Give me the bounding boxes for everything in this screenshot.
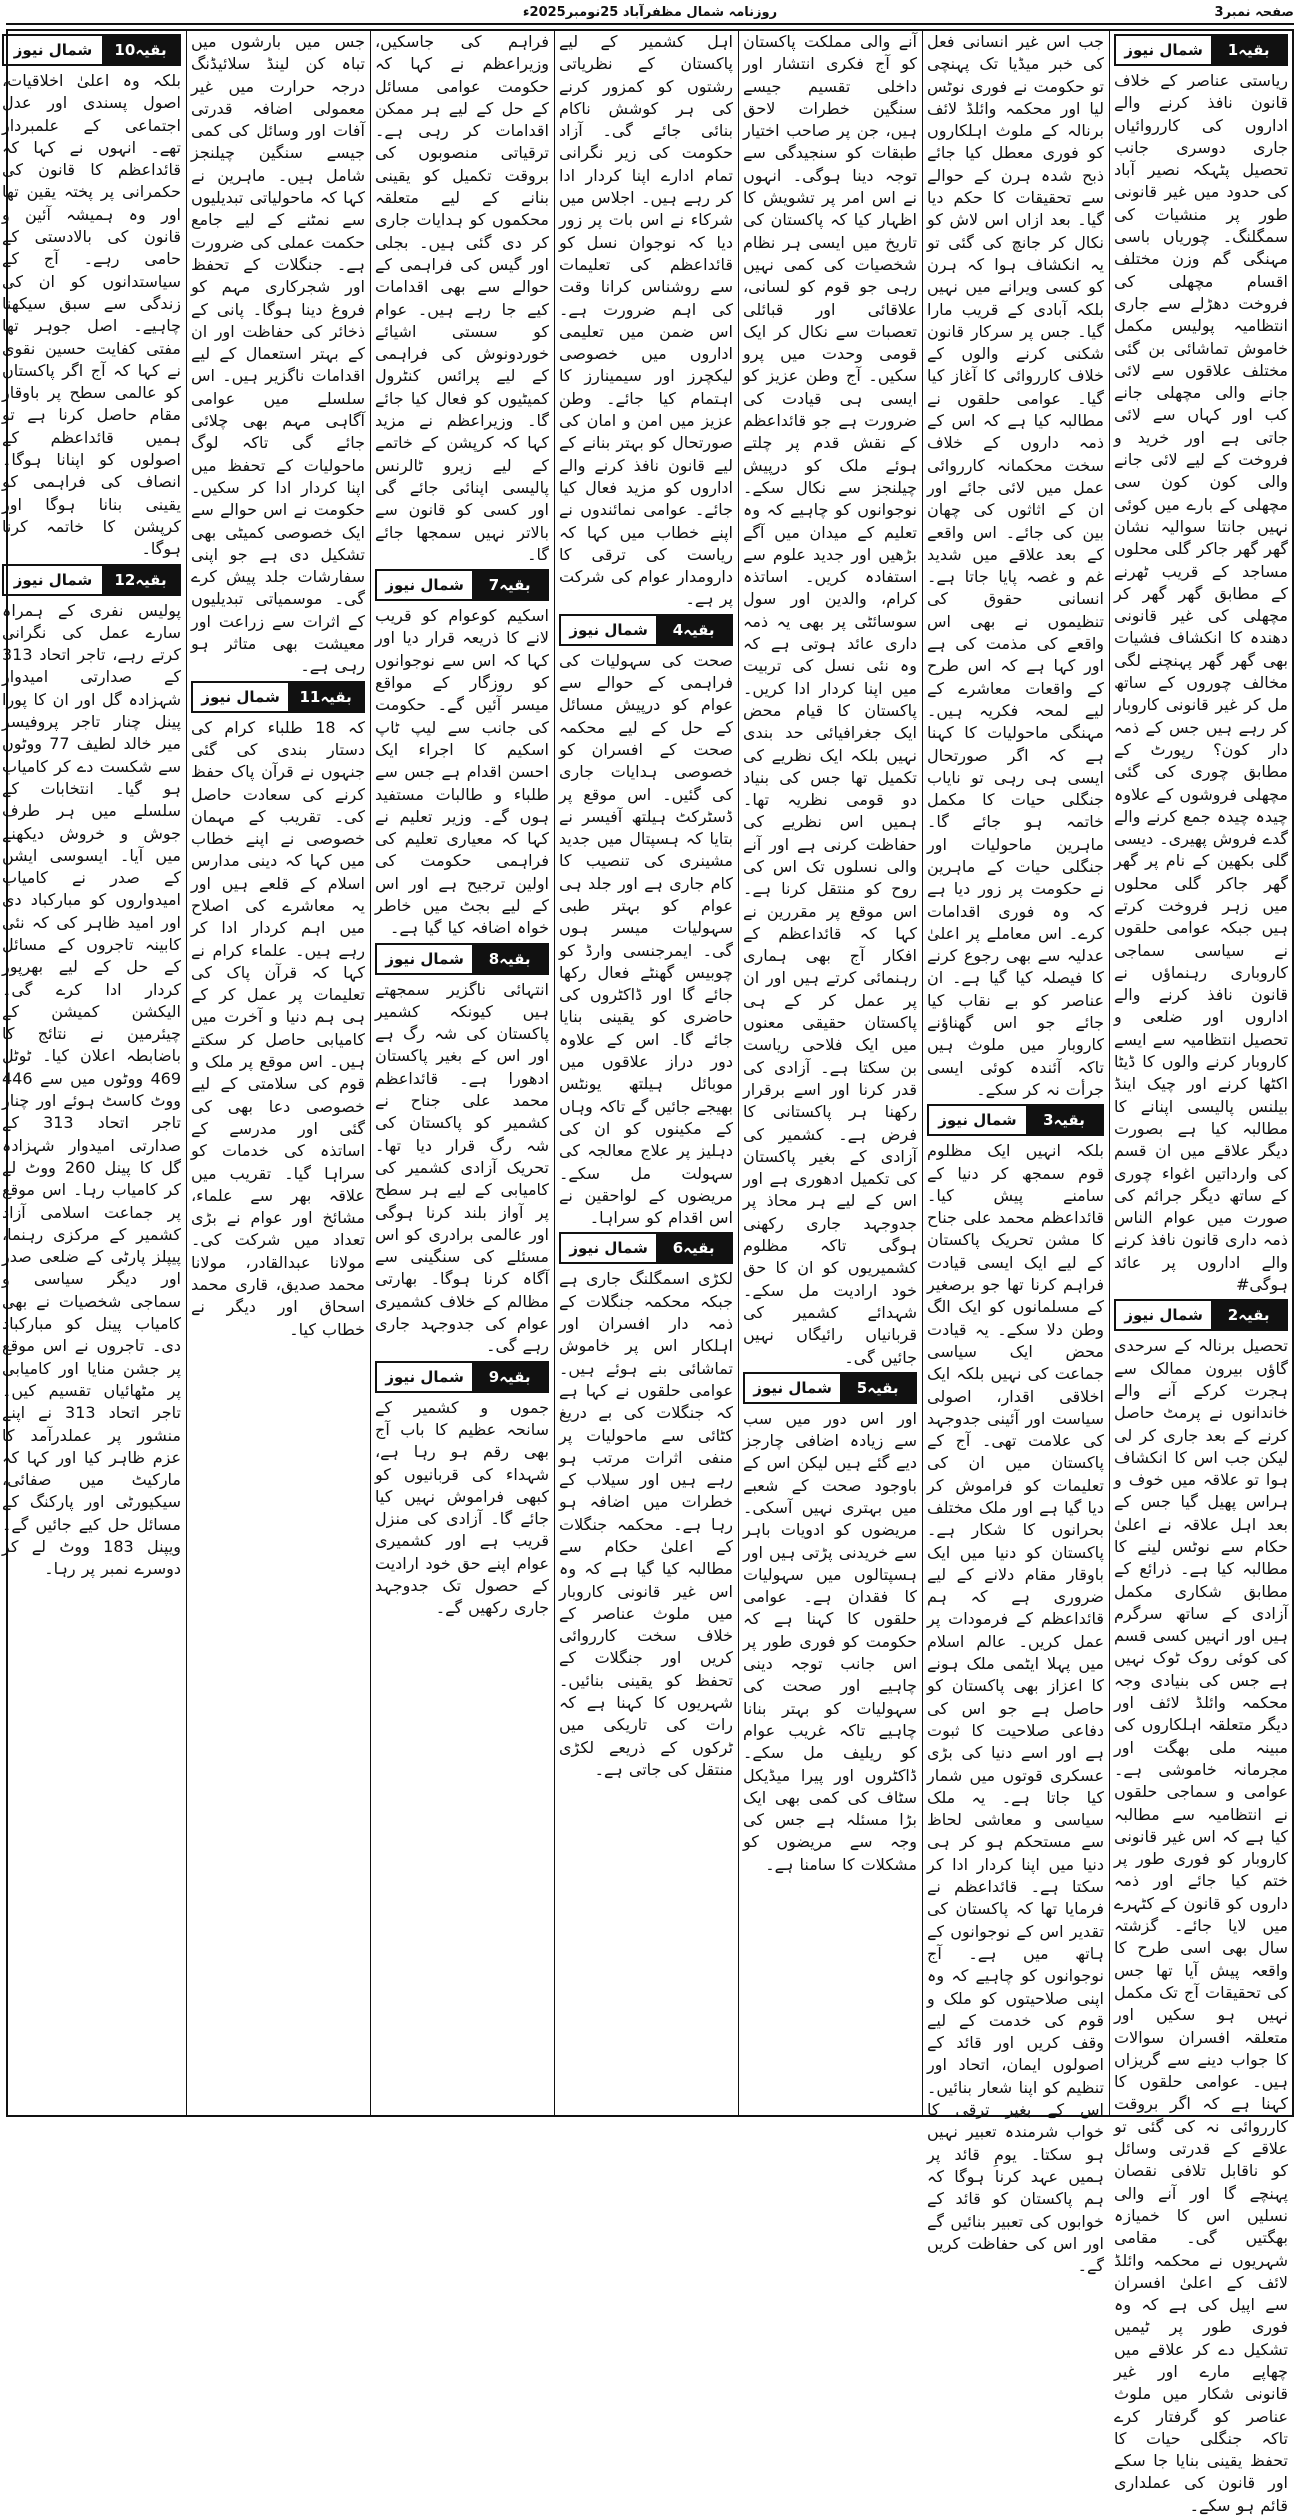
article-text: انتہائی ناگزیر سمجھتے ہیں کیونکہ کشمیر پاکستان کی شہ رگ ہے اور اس کے بغیر پاکستان ادھورا ہے۔ قائداعظم محمد علی جناح نے کشمیر کو پاکستان کی شہ رگ قرار دیا تھا۔ تحریک آزادی کشمیر کی کامیابی کے لیے ہر سطح پر آواز بلند کرنا ہوگی اور عالمی برادری کو اس مسئلے کی سنگینی سے آگاہ کرنا ہوگا۔ بھارتی مظالم کے خلاف کشمیری عوام کی جدوجہد جاری رہے گی۔ xyxy=(375,979,549,1356)
section-label: شمال نیوز xyxy=(569,1239,648,1258)
article-text: آنے والی مملکت پاکستان کو آج فکری انتشار اور داخلی تقسیم جیسے سنگین خطرات لاحق ہیں، جن پر صاحب اختیار طبقات کو سنجیدگی سے توجہ دینا ہوگی۔ انہوں نے اس امر پر تشویش کا اظہار کیا کہ پاکستان کی تاریخ میں ایسی ہر نظام شخصیات کی کمی نہیں رہی جو قوم کو لسانی، علاقائی اور قبائلی تعصبات سے نکال کر ایک قومی وحدت میں پرو سکیں۔ آج وطن عزیز کو ایسی ہی قیادت کی ضرورت ہے جو قائداعظم کے نقش قدم پر چلتے ہوئے ملک کو درپیش چیلنجز سے نکال سکے۔ نوجوانوں کو چاہیے کہ وہ تعلیم کے میدان میں آگے بڑھیں اور جدید علوم سے استفادہ کریں۔ اساتذہ کرام، والدین اور سول سوسائٹی پر بھی یہ ذمہ داری عائد ہوتی ہے کہ وہ نئی نسل کی تربیت میں اپنا کردار ادا کریں۔ پاکستان کا قیام محض ایک جغرافیائی حد بندی نہیں بلکہ ایک نظریے کی تکمیل تھا جس کی بنیاد دو قومی نظریہ تھا۔ ہمیں اس نظریے کی حفاظت کرنی ہے اور آنے والی نسلوں تک اس کی روح کو منتقل کرنا ہے۔ اس موقع پر مقررین نے کہا کہ قائداعظم کے افکار آج بھی ہماری رہنمائی کرتے ہیں اور ان پر عمل کر کے ہی پاکستان حقیقی معنوں میں ایک فلاحی ریاست بن سکتا ہے۔ آزادی کی قدر کرنا اور اسے برقرار رکھنا ہر پاکستانی کا فرض ہے۔ کشمیر کی آزادی کے بغیر پاکستان کی تکمیل ادھوری ہے اور اس کے لیے ہر محاذ پر جدوجہد جاری رکھنی ہوگی تاکہ مظلوم کشمیریوں کو ان کا حق خود ارادیت مل سکے۔ شہدائے کشمیر کی قربانیاں رائیگاں نہیں جائیں گی۔ xyxy=(743,32,917,1367)
continuation-header xyxy=(2,34,181,66)
article-text: کہ 18 طلباء کرام کی دستار بندی کی گئی جنہوں نے قرآن پاک حفظ کرنے کی سعادت حاصل کی۔ تقریب کے مہمان خصوصی نے اپنے خطاب میں کہا کہ دینی مدارس اسلام کے قلعے ہیں اور یہ معاشرے کی اصلاح میں اہم کردار ادا کر رہے ہیں۔ علماء کرام نے کہا کہ قرآن پاک کی تعلیمات پر عمل کر کے ہی ہم دنیا و آخرت میں کامیابی حاصل کر سکتے ہیں۔ اس موقع پر ملک و قوم کی سلامتی کے لیے خصوصی دعا بھی کی گئی اور مدرسے کے اساتذہ کی خدمات کو سراہا گیا۔ تقریب میں علاقہ بھر سے علماء، مشائخ اور عوام نے بڑی تعداد میں شرکت کی۔ مولانا عبدالقادر، مولانا محمد صدیق، قاری محمد اسحاق اور دیگر نے خطاب کیا۔ xyxy=(191,717,366,1339)
column-rule xyxy=(370,31,371,2115)
continuation-tag: بقیہ2 xyxy=(1211,1301,1286,1329)
continuation-header xyxy=(191,681,365,713)
article-text: جب اس غیر انسانی فعل کی خبر میڈیا تک پہنچی تو حکومت نے فوری نوٹس لیا اور محکمہ وائلڈ لائف برنالہ کے ملوث اہلکاروں کو فوری معطل کیا جائے ذبح شدہ ہرن کے حوالے سے تحقیقات کا حکم دیا گیا۔ بعد ازاں اس لاش کو نکال کر جانچ کی گئی تو یہ انکشاف ہوا کہ ہرن کو کسی ویرانے میں نہیں بلکہ آبادی کے قریب مارا گیا۔ جس پر سرکار قانون شکنی کرنے والوں کے خلاف کارروائی کا آغاز کیا گیا۔ عوامی حلقوں نے مطالبہ کیا ہے کہ اس کے ذمہ داروں کے خلاف سخت محکمانہ کارروائی عمل میں لائی جائے اور ان کے اثاثوں کی چھان بین کی جائے۔ اس واقعے کے بعد علاقے میں شدید غم و غصہ پایا جاتا ہے۔ انسانی حقوق کی تنظیموں نے بھی اس واقعے کی مذمت کی ہے اور کہا ہے کہ اس طرح کے واقعات معاشرے کے لیے لمحہ فکریہ ہیں۔ مہنگی ماحولیات کا کہنا ہے کہ اگر صورتحال ایسی ہی رہی تو نایاب جنگلی حیات کا مکمل خاتمہ ہو جائے گا۔ ماہرین ماحولیات اور جنگلی حیات کے ماہرین نے حکومت پر زور دیا ہے کہ وہ فوری اقدامات کرے۔ اس معاملے پر اعلیٰ عدلیہ سے بھی رجوع کرنے کا فیصلہ کیا گیا ہے۔ ان عناصر کو بے نقاب کیا جائے جو اس گھناؤنے کاروبار میں ملوث ہیں تاکہ آئندہ کوئی ایسی جرأت نہ کر سکے۔ xyxy=(927,32,1104,1099)
header-rule xyxy=(6,23,1294,25)
continuation-header xyxy=(375,943,549,975)
continuation-tag: بقیہ1 xyxy=(1211,36,1286,64)
continuation-header xyxy=(743,1372,917,1404)
continuation-tag: بقیہ6 xyxy=(656,1234,731,1262)
continuation-header xyxy=(1114,1299,1288,1331)
article-text: بلکہ انہیں ایک مظلوم قوم سمجھ کر دنیا کے سامنے پیش کیا۔ قائداعظم محمد علی جناح کا مشن تحریک پاکستان کے لیے ایک ایسی قیادت فراہم کرنا تھا جو برصغیر کے مسلمانوں کو ایک الگ وطن دلا سکے۔ یہ قیادت محض ایک سیاسی جماعت کی نہیں بلکہ ایک اخلاقی اقدار، اصولی سیاست اور آئینی جدوجہد کی علامت تھی۔ آج کے پاکستان میں ان کی تعلیمات کو فراموش کر دیا گیا ہے اور ملک مختلف بحرانوں کا شکار ہے۔ پاکستان کو دنیا میں ایک باوقار مقام دلانے کے لیے ضروری ہے کہ ہم قائداعظم کے فرمودات پر عمل کریں۔ عالم اسلام میں پہلا ایٹمی ملک ہونے کا اعزاز بھی پاکستان کو حاصل ہے جو اس کی دفاعی صلاحیت کا ثبوت ہے اور اسے دنیا کی بڑی عسکری قوتوں میں شمار کیا جاتا ہے۔ یہ ملک سیاسی و معاشی لحاظ سے مستحکم ہو کر ہی دنیا میں اپنا کردار ادا کر سکتا ہے۔ قائداعظم نے فرمایا تھا کہ پاکستان کی تقدیر اس کے نوجوانوں کے ہاتھ میں ہے۔ آج نوجوانوں کو چاہیے کہ وہ اپنی صلاحیتوں کو ملک و قوم کی خدمت کے لیے وقف کریں اور قائد کے اصولوں ایمان، اتحاد اور تنظیم کو اپنا شعار بنائیں۔ اس کے بغیر ترقی کا خواب شرمندہ تعبیر نہیں ہو سکتا۔ یومِ قائد پر ہمیں عہد کرنا ہوگا کہ ہم پاکستان کو قائد کے خوابوں کی تعبیر بنائیں گے اور اس کی حفاظت کریں گے۔ xyxy=(927,1141,1104,2276)
article-text: اور اس دور میں سب سے زیادہ اضافی چارجز دیے گئے ہیں لیکن اس کے باوجود صحت کے شعبے میں بہتری نہیں آسکی۔ مریضوں کو ادویات باہر سے خریدنی پڑتی ہیں اور ہسپتالوں میں سہولیات کا فقدان ہے۔ عوامی حلقوں کا کہنا ہے کہ حکومت کو فوری طور پر اس جانب توجہ دینی چاہیے اور صحت کی سہولیات کو بہتر بنانا چاہیے تاکہ غریب عوام کو ریلیف مل سکے۔ ڈاکٹروں اور پیرا میڈیکل سٹاف کی کمی بھی ایک بڑا مسئلہ ہے جس کی وجہ سے مریضوں کو مشکلات کا سامنا ہے۔ xyxy=(743,1408,917,1874)
continuation-header xyxy=(2,564,181,596)
section-label: شمال نیوز xyxy=(385,1367,464,1386)
page-number: صفحہ نمبر3 xyxy=(1214,4,1294,20)
page-header xyxy=(6,4,1294,20)
continuation-tag: بقیہ8 xyxy=(472,945,547,973)
column-rule xyxy=(922,31,923,2115)
continuation-tag: بقیہ7 xyxy=(472,571,547,599)
continuation-tag: بقیہ5 xyxy=(840,1374,915,1402)
column-rule xyxy=(186,31,187,2115)
news-column-3 xyxy=(739,31,921,2115)
article-text: جس میں بارشوں میں تباہ کن لینڈ سلائیڈنگ درجہ حرارت میں غیر معمولی اضافہ قدرتی آفات اور وسائل کی کمی جیسے سنگین چیلنجز شامل ہیں۔ ماہرین نے کہا کہ ماحولیاتی تبدیلیوں سے نمٹنے کے لیے جامع حکمت عملی کی ضرورت ہے۔ جنگلات کے تحفظ اور شجرکاری مہم کو فروغ دینا ہوگا۔ پانی کے ذخائر کی حفاظت اور ان کے بہتر استعمال کے لیے اقدامات ناگزیر ہیں۔ اس سلسلے میں عوامی آگاہی مہم بھی چلائی جائے گی تاکہ لوگ ماحولیات کے تحفظ میں اپنا کردار ادا کر سکیں۔ حکومت نے اس حوالے سے ایک خصوصی کمیٹی بھی تشکیل دی ہے جو اپنی سفارشات جلد پیش کرے گی۔ موسمیاتی تبدیلیوں کے اثرات سے زراعت اور معیشت بھی متاثر ہو رہی ہے۔ xyxy=(191,32,365,676)
section-label: شمال نیوز xyxy=(1124,1306,1203,1325)
section-label: شمال نیوز xyxy=(201,687,280,706)
column-rule xyxy=(1109,31,1110,2115)
article-text: ریاستی عناصر کے خلاف قانون نافذ کرنے والے اداروں کی کارروائیاں جاری دوسری جانب تحصیل پٹہکہ نصیر آباد کی حدود میں غیر قانونی طور پر منشیات کی سمگلنگ۔ چوریاں باسی مہنگی گم وزن مختلف اقسام مچھلی کی فروخت دھڑلے سے جاری انتظامیہ پولیس مکمل خاموش تماشائی بن گئی مختلف علاقوں سے لائی جانے والی مچھلی جانے کب اور کہاں سے لائی جاتی ہے اور خرید و فروخت کے لیے لائی جانے والی کون کون سی مچھلی کے بارے میں کوئی نہیں جانتا سوالیہ نشان گھر گھر جاکر گلی محلوں مساجد کے قریب ٹھرنے کے مطابق گھر گھر کر مچھلی کی غیر قانونی دھندہ کا انکشاف فشیات بھی گھر گھر پہنچنے لگی مخالف چوروں کے ساتھ مل کر غیر قانونی کاروبار کر رہے ہیں جس کے ذمہ دار کون؟ رپورٹ کے مطابق چوری کی گئی مچھلی فروشوں کے علاوہ چیدہ چیدہ جمع کرنے والے گدے فروش پھیری۔ دیسی گلی بکھین کے نام پر گھر گھر جاکر گلی محلوں میں زہر فروخت کرتے ہیں جبکہ عوامی حلقوں نے سیاسی سماجی کاروباری رہنماؤں نے قانون نافذ کرنے والے اداروں اور ضلعی و تحصیل انتظامیہ سے ایسے کاروبار کرنے والوں کا ڈیٹا اکٹھا کرنے اور چیک اینڈ بیلنس پالیسی اپنانے کا مطالبہ کیا ہے بصورت دیگر علاقے میں ان قسم کی وارداتیں اغواء چوری کے ساتھ دیگر جرائم کی صورت میں عوام الناس ذمہ داری قانون نافذ کرنے والے اداروں پر عائد ہوگی# xyxy=(1114,71,1288,1295)
continuation-header xyxy=(559,1232,733,1264)
section-label: شمال نیوز xyxy=(1124,41,1203,59)
section-label: شمال نیوز xyxy=(13,41,93,59)
news-column-5 xyxy=(371,31,553,2115)
news-column-6 xyxy=(187,31,369,2115)
section-label: شمال نیوز xyxy=(753,1378,832,1397)
continuation-tag: بقیہ12 xyxy=(102,566,179,594)
continuation-tag: بقیہ10 xyxy=(102,36,179,64)
article-text: صحت کی سہولیات کی فراہمی کے حوالے سے عوام کو درپیش مسائل کے حل کے لیے محکمہ صحت کے افسران کو خصوصی ہدایات جاری کی گئیں۔ اس موقع پر ڈسٹرکٹ ہیلتھ آفیسر نے بتایا کہ ہسپتال میں جدید مشینری کی تنصیب کا کام جاری ہے اور جلد ہی عوام کو بہتر طبی سہولیات میسر ہوں گی۔ ایمرجنسی وارڈ کو چوبیس گھنٹے فعال رکھا جائے گا اور ڈاکٹروں کی حاضری کو یقینی بنایا جائے گا۔ اس کے علاوہ دور دراز علاقوں میں موبائل ہیلتھ یونٹس بھیجے جائیں گے تاکہ وہاں کے مکینوں کو ان کی دہلیز پر علاج معالجہ کی سہولت مل سکے۔ مریضوں کے لواحقین نے اس اقدام کو سراہا۔ xyxy=(559,650,733,1228)
continuation-header xyxy=(927,1104,1104,1136)
section-label: شمال نیوز xyxy=(938,1111,1017,1130)
news-column-1 xyxy=(1110,31,1292,2515)
article-text: لکڑی اسمگلنگ جاری ہے جبکہ محکمہ جنگلات کے ذمہ دار افسران اور اہلکار اس پر خاموش تماشائی بنے ہوئے ہیں۔ عوامی حلقوں نے کہا ہے کہ جنگلات کی بے دریغ کٹائی سے ماحولیات پر منفی اثرات مرتب ہو رہے ہیں اور سیلاب کے خطرات میں اضافہ ہو رہا ہے۔ محکمہ جنگلات کے اعلیٰ حکام سے مطالبہ کیا گیا ہے کہ وہ اس غیر قانونی کاروبار میں ملوث عناصر کے خلاف سخت کارروائی کریں اور جنگلات کے تحفظ کو یقینی بنائیں۔ شہریوں کا کہنا ہے کہ رات کی تاریکی میں ٹرکوں کے ذریعے لکڑی منتقل کی جاتی ہے۔ xyxy=(559,1269,733,1779)
section-label: شمال نیوز xyxy=(385,949,464,968)
article-text: اسکیم کوعوام کو قریب لانے کا ذریعہ قرار دیا اور کہا کہ اس سے نوجوانوں کو روزگار کے مواقع میسر آئیں گے۔ حکومت کی جانب سے لیپ ٹاپ اسکیم کا اجراء ایک احسن اقدام ہے جس سے طلباء و طالبات مستفید ہوں گے۔ وزیر تعلیم نے کہا کہ معیاری تعلیم کی فراہمی حکومت کی اولین ترجیح ہے اور اس کے لیے بجٹ میں خاطر خواہ اضافہ کیا گیا ہے۔ xyxy=(375,606,549,938)
section-label: شمال نیوز xyxy=(569,620,648,639)
article-text: جموں و کشمیر کے سانحہ عظیم کا باب آج بھی رقم ہو رہا ہے، شہداء کی قربانیوں کو کبھی فراموش نہیں کیا جائے گا۔ آزادی کی منزل قریب ہے اور کشمیری عوام اپنے حق خود ارادیت کے حصول تک جدوجہد جاری رکھیں گے۔ xyxy=(375,1397,549,1618)
news-column-2 xyxy=(923,31,1108,2276)
continuation-header xyxy=(1114,34,1288,66)
newspaper-page xyxy=(2,4,1294,2515)
article-text: تحصیل برنالہ کے سرحدی گاؤں بیرون ممالک سے ہجرت کرکے آنے والے خاندانوں نے پرمٹ حاصل کرنے کے بعد جاری کر لی لیکن جب اس کا انکشاف ہوا تو علاقہ میں خوف و ہراس پھیل گیا جس کے بعد اہل علاقہ نے اعلیٰ حکام سے نوٹس لینے کا مطالبہ کیا ہے۔ ذرائع کے مطابق شکاری مکمل آزادی کے ساتھ سرگرم ہیں اور انہیں کسی قسم کی کوئی روک ٹوک نہیں ہے جس کی بنیادی وجہ محکمہ وائلڈ لائف اور دیگر متعلقہ اہلکاروں کی مبینہ ملی بھگت اور مجرمانہ خاموشی ہے۔ عوامی و سماجی حلقوں نے انتظامیہ سے مطالبہ کیا ہے کہ اس غیر قانونی کاروبار کو فوری طور پر ختم کیا جائے اور ذمہ داروں کو قانون کے کٹہرے میں لایا جائے۔ گزشتہ سال بھی اسی طرح کا واقعہ پیش آیا تھا جس کی تحقیقات آج تک مکمل نہیں ہو سکیں اور متعلقہ افسران سوالات کا جواب دینے سے گریزاں ہیں۔ عوامی حلقوں کا کہنا ہے کہ اگر بروقت کارروائی نہ کی گئی تو علاقے کے قدرتی وسائل کو ناقابل تلافی نقصان پہنچے گا اور آنے والی نسلیں اس کا خمیازہ بھگتیں گی۔ مقامی شہریوں نے محکمہ وائلڈ لائف کے اعلیٰ افسران سے اپیل کی ہے کہ وہ فوری طور پر ٹیمیں تشکیل دے کر علاقے میں چھاپے مارے اور غیر قانونی شکار میں ملوث عناصر کو گرفتار کرے تاکہ جنگلی حیات کا تحفظ یقینی بنایا جا سکے اور قانون کی عملداری قائم ہو سکے۔ xyxy=(1114,1336,1288,2515)
article-text: پولیس نفری کے ہمراہ سارے عمل کی نگرانی کرتے رہے، تاجر اتحاد 313 کے صدارتی امیدوار شہزادہ گل اور ان کا پورا پینل چنار تاجر پروفیسر میر خالد لطیف 77 ووٹوں سے شکست دے کر کامیاب ہو گیا۔ انتخابات کے سلسلے میں ہر طرف جوش و خروش دیکھنے میں آیا۔ ایسوسی ایشن کے صدر نے کامیاب امیدواروں کو مبارکباد دی اور امید ظاہر کی کہ نئی کابینہ تاجروں کے مسائل کے حل کے لیے بھرپور کردار ادا کرے گی۔ الیکشن کمیشن کے چیئرمین نے نتائج کا باضابطہ اعلان کیا۔ ٹوٹل 469 ووٹوں میں سے 446 ووٹ کاسٹ ہوئے اور چنار تاجر اتحاد 313 کے صدارتی امیدوار شہزادہ گل کا پینل 260 ووٹ لے کر کامیاب رہا۔ اس موقع پر جماعت اسلامی آزاد کشمیر کے مرکزی رہنما، پیپلز پارٹی کے ضلعی صدر اور دیگر سیاسی و سماجی شخصیات نے بھی کامیاب پینل کو مبارکباد دی۔ تاجروں نے اس موقع پر جشن منایا اور کامیابی پر مٹھائیاں تقسیم کیں۔ تاجر اتحاد 313 نے اپنے منشور پر عملدرآمد کا عزم ظاہر کیا اور کہا کہ مارکیٹ میں صفائی، سیکیورٹی اور پارکنگ کے مسائل حل کیے جائیں گے۔ ویپنل 183 ووٹ لے کر دوسرے نمبر پر رہا۔ xyxy=(2,600,182,1579)
continuation-header xyxy=(375,1361,549,1393)
news-column-4 xyxy=(555,31,737,2115)
article-text: فراہم کی جاسکیں، وزیراعظم نے کہا کہ حکومت عوامی مسائل کے حل کے لیے ہر ممکن اقدامات کر رہی ہے۔ ترقیاتی منصوبوں کی بروقت تکمیل کو یقینی بنانے کے لیے متعلقہ محکموں کو ہدایات جاری کر دی گئی ہیں۔ بجلی اور گیس کی فراہمی کے حوالے سے بھی اقدامات کیے جا رہے ہیں۔ عوام کو سستی اشیائے خوردونوش کی فراہمی کے لیے پرائس کنٹرول کمیٹیوں کو فعال کیا جائے گا۔ وزیراعظم نے مزید کہا کہ کرپشن کے خاتمے کے لیے زیرو ٹالرنس پالیسی اپنائی جائے گی اور کسی کو قانون سے بالاتر نہیں سمجھا جائے گا۔ xyxy=(375,32,549,564)
section-label: شمال نیوز xyxy=(385,576,464,595)
continuation-header xyxy=(375,569,549,601)
section-label: شمال نیوز xyxy=(13,570,93,589)
continuation-tag: بقیہ4 xyxy=(656,616,731,644)
continuation-tag: بقیہ11 xyxy=(288,683,363,711)
column-rule xyxy=(738,31,739,2115)
continuation-header xyxy=(559,614,733,646)
continuation-tag: بقیہ3 xyxy=(1026,1106,1102,1134)
article-text: اہل کشمیر کے لیے پاکستان کے نظریاتی رشتوں کو کمزور کرنے کی ہر کوشش ناکام بنائی جائے گی۔ آزاد حکومت کی زیر نگرانی تمام ادارے اپنا کردار ادا کر رہے ہیں۔ اجلاس میں شرکاء نے اس بات پر زور دیا کہ نوجوان نسل کو قائداعظم کی تعلیمات سے روشناس کرانا وقت کی اہم ضرورت ہے۔ اس ضمن میں تعلیمی اداروں میں خصوصی لیکچرز اور سیمینارز کا اہتمام کیا جائے۔ وطن عزیز میں امن و امان کی صورتحال کو بہتر بنانے کے لیے قانون نافذ کرنے والے اداروں کو مزید فعال کیا جائے۔ عوامی نمائندوں نے اپنے خطاب میں کہا کہ ریاست کی ترقی کا دارومدار عوام کی شرکت پر ہے۔ xyxy=(559,32,733,609)
issue-date: 25نومبر2025ء xyxy=(522,4,619,20)
article-text: بلکہ وہ اعلیٰ اخلاقیات، اصول پسندی اور عدل اجتماعی کے علمبردار تھے۔ انہوں نے کہا کہ قائداعظم کا قانون کی حکمرانی پر پختہ یقین تھا اور وہ ہمیشہ آئین و قانون کی بالادستی کے حامی رہے۔ آج کے سیاستدانوں کو ان کی زندگی سے سبق سیکھنا چاہیے۔ اصل جوہر تھا مفتی کفایت حسین نقوی نے کہا کہ آج اگر پاکستان کو عالمی سطح پر باوقار مقام حاصل کرنا ہے تو ہمیں قائداعظم کے اصولوں کو اپنانا ہوگا۔ انصاف کی فراہمی کو یقینی بنانا ہوگا اور کرپشن کا خاتمہ کرنا ہوگا۔ xyxy=(2,71,181,559)
news-column-7 xyxy=(0,31,185,2115)
column-rule xyxy=(554,31,555,2115)
continuation-tag: بقیہ9 xyxy=(472,1363,547,1391)
newspaper-title: روزنامہ شمال مظفرآباد xyxy=(622,4,778,20)
